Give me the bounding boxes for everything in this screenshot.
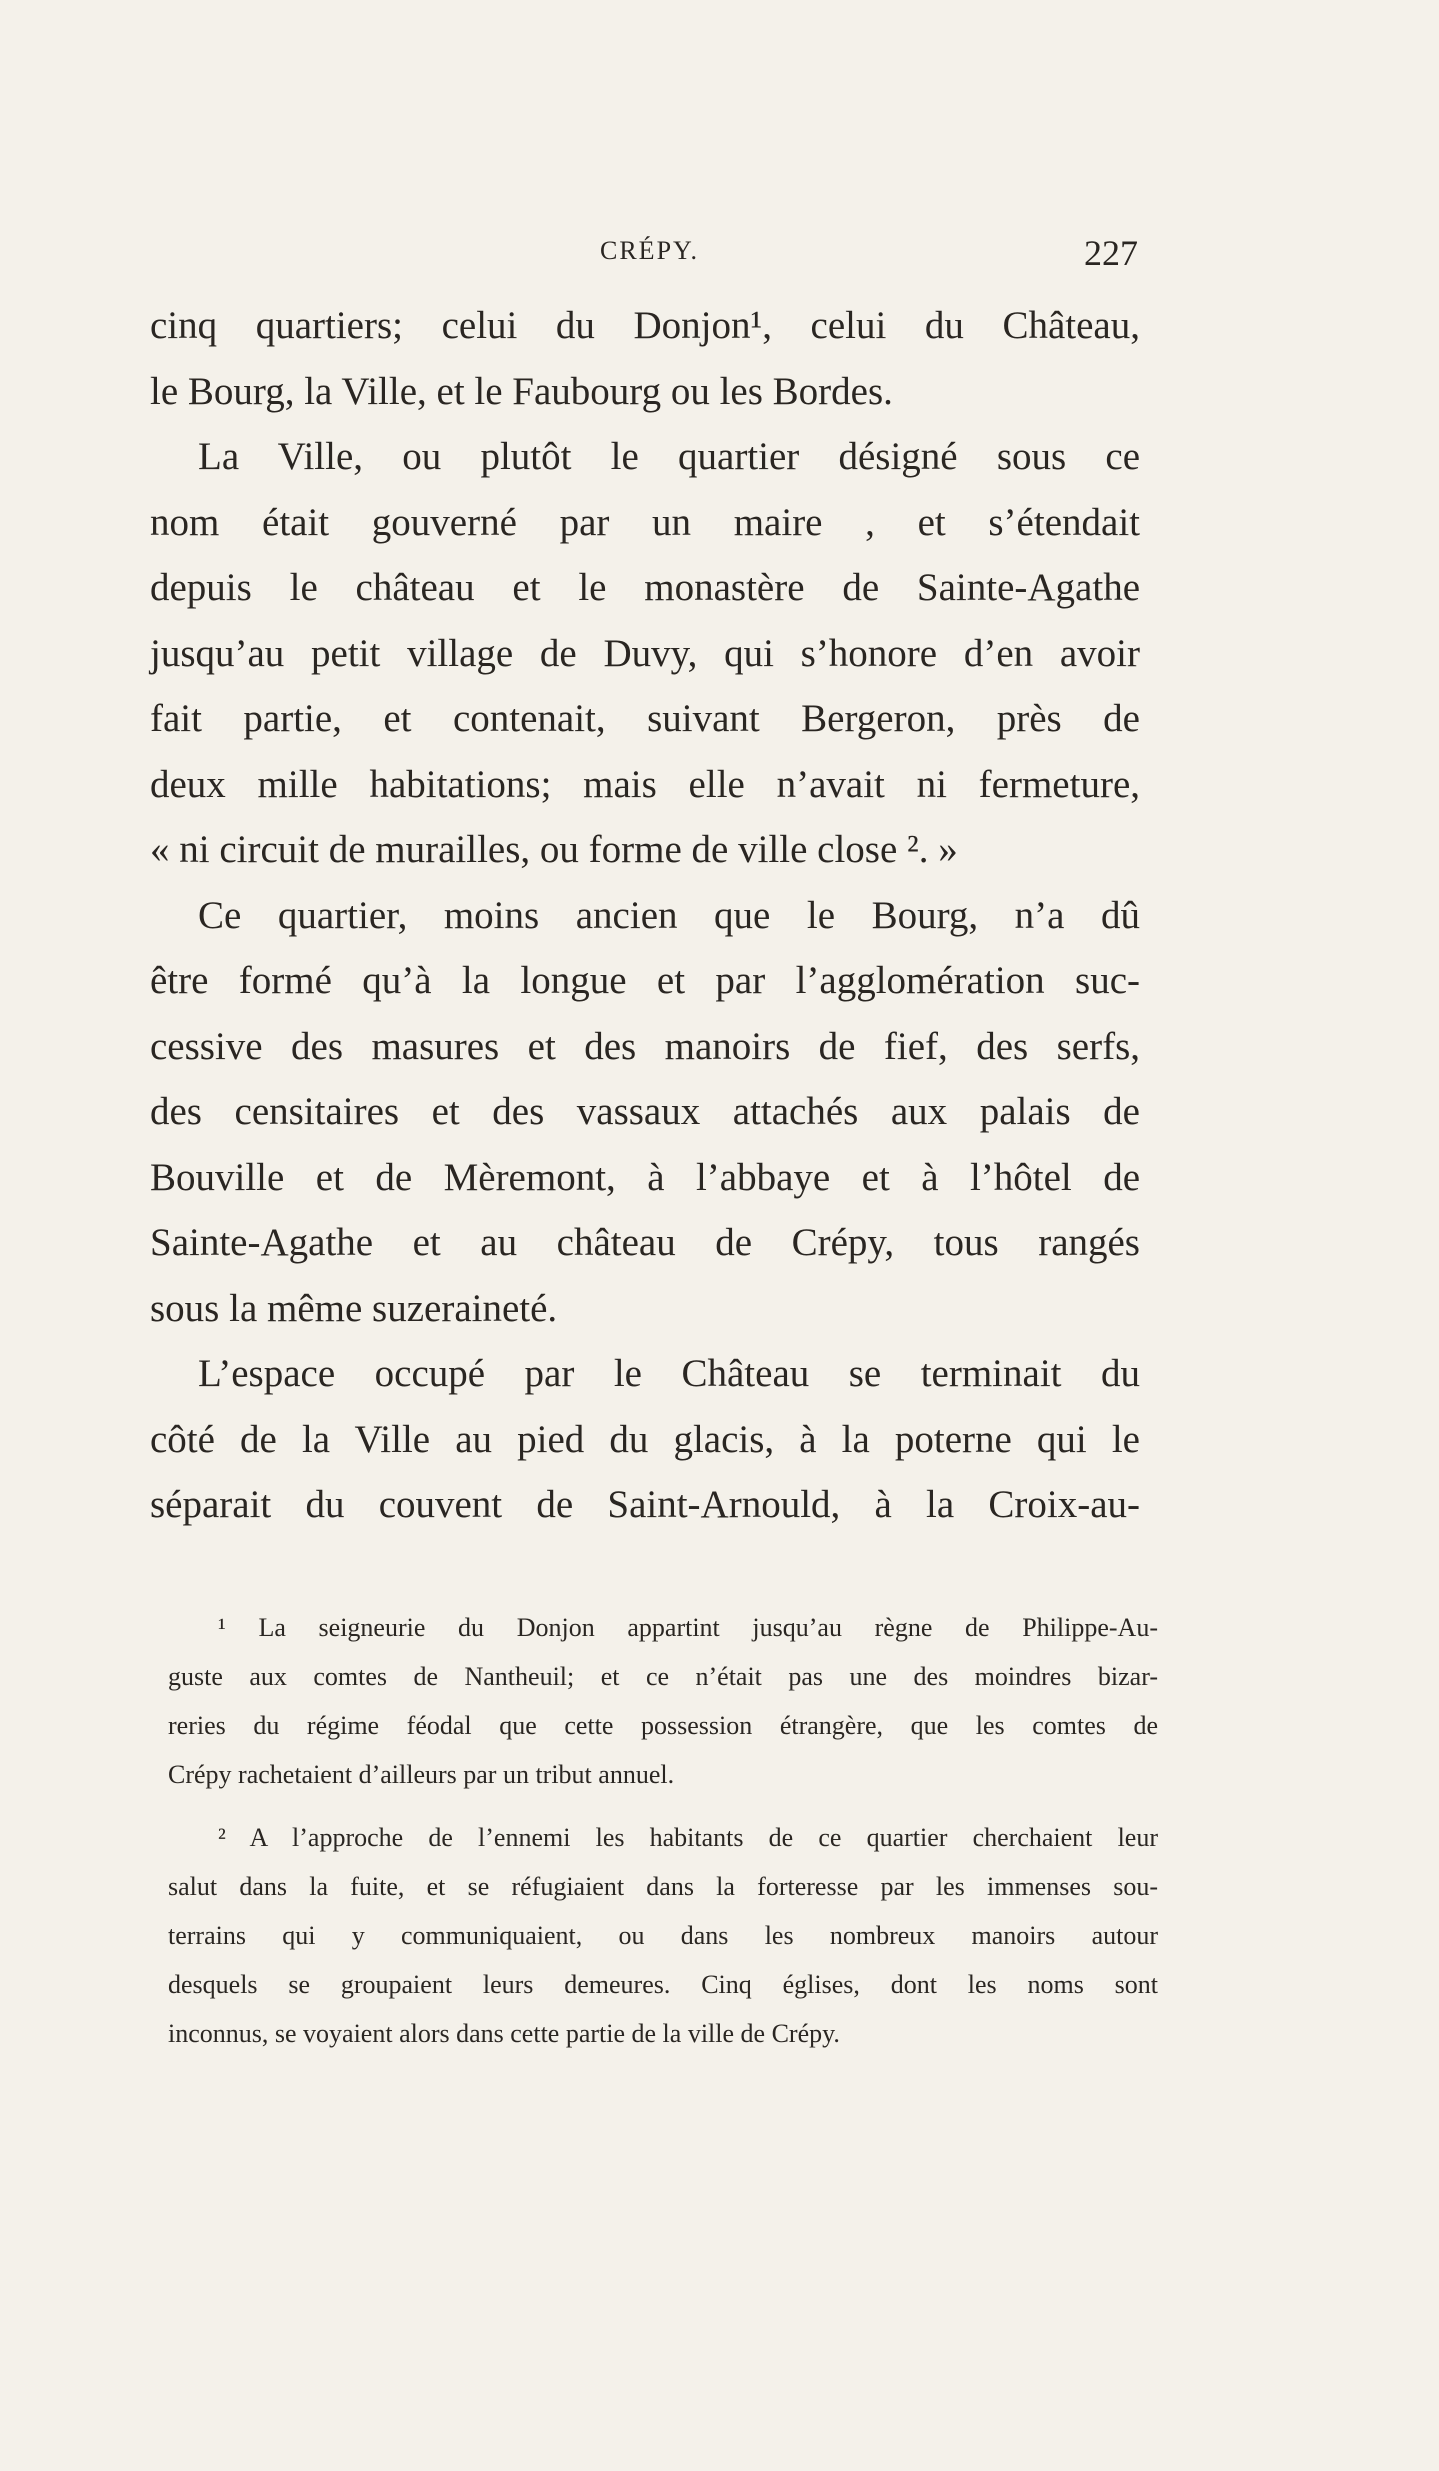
text-line: Sainte-Agathe et au château de Crépy, tous rangés bbox=[150, 1221, 1140, 1264]
footnote-line: ¹ La seigneurie du Donjon appartint jusqu’au règne de Philippe-Au- bbox=[218, 1613, 1158, 1642]
text-line: des censitaires et des vassaux attachés aux palais de bbox=[150, 1090, 1140, 1133]
footnote-line: guste aux comtes de Nantheuil; et ce n’était pas une des moindres bizar- bbox=[168, 1662, 1158, 1691]
page-number: 227 bbox=[1084, 233, 1138, 273]
running-head: CRÉPY. bbox=[600, 236, 699, 265]
text-line: sous la même suzeraineté. bbox=[150, 1286, 558, 1330]
footnote-line: desquels se groupaient leurs demeures. Cinq églises, dont les noms sont bbox=[168, 1970, 1158, 1999]
text-line: Bouville et de Mèremont, à l’abbaye et à l’hôtel de bbox=[150, 1155, 1140, 1199]
text-line: Ce quartier, moins ancien que le Bourg, n’a dû bbox=[198, 893, 1140, 937]
text-line: nom était gouverné par un maire , et s’étendait bbox=[150, 500, 1140, 544]
text-line: deux mille habitations; mais elle n’avait ni fermeture, bbox=[150, 762, 1140, 806]
text-line: L’espace occupé par le Château se terminait du bbox=[198, 1352, 1140, 1395]
text-line: côté de la Ville au pied du glacis, à la poterne qui le bbox=[150, 1417, 1140, 1461]
text-line: jusqu’au petit village de Duvy, qui s’honore d’en avoir bbox=[150, 631, 1140, 675]
text-line: fait partie, et contenait, suivant Bergeron, près de bbox=[150, 697, 1140, 740]
text-line: le Bourg, la Ville, et le Faubourg ou les Bordes. bbox=[150, 369, 893, 413]
body-text bbox=[150, 293, 1140, 1538]
text-line: être formé qu’à la longue et par l’agglomération suc- bbox=[150, 959, 1140, 1002]
footnote-line: salut dans la fuite, et se réfugiaient dans la forteresse par les immenses sou- bbox=[168, 1872, 1158, 1901]
footnote-line: reries du régime féodal que cette possession étrangère, que les comtes de bbox=[168, 1711, 1158, 1740]
text-line: depuis le château et le monastère de Sainte-Agathe bbox=[150, 566, 1140, 609]
text-line: « ni circuit de murailles, ou forme de ville close ². » bbox=[150, 828, 958, 871]
page-header bbox=[160, 232, 1150, 282]
text-line: séparait du couvent de Saint-Arnould, à la Croix-au- bbox=[150, 1483, 1140, 1526]
footnotes bbox=[168, 1603, 1158, 2058]
footnote-line: terrains qui y communiquaient, ou dans les nombreux manoirs autour bbox=[168, 1921, 1158, 1950]
text-line: La Ville, ou plutôt le quartier désigné sous ce bbox=[198, 435, 1140, 478]
footnote-line: ² A l’approche de l’ennemi les habitants de ce quartier cherchaient leur bbox=[218, 1823, 1158, 1852]
text-line: cessive des masures et des manoirs de fief, des serfs, bbox=[150, 1024, 1140, 1068]
footnote-line: inconnus, se voyaient alors dans cette partie de la ville de Crépy. bbox=[168, 2019, 840, 2048]
footnote-line: Crépy rachetaient d’ailleurs par un tribut annuel. bbox=[168, 1760, 675, 1789]
footnote-spacer bbox=[168, 1799, 1158, 1813]
text-line: cinq quartiers; celui du Donjon¹, celui du Château, bbox=[150, 304, 1140, 347]
